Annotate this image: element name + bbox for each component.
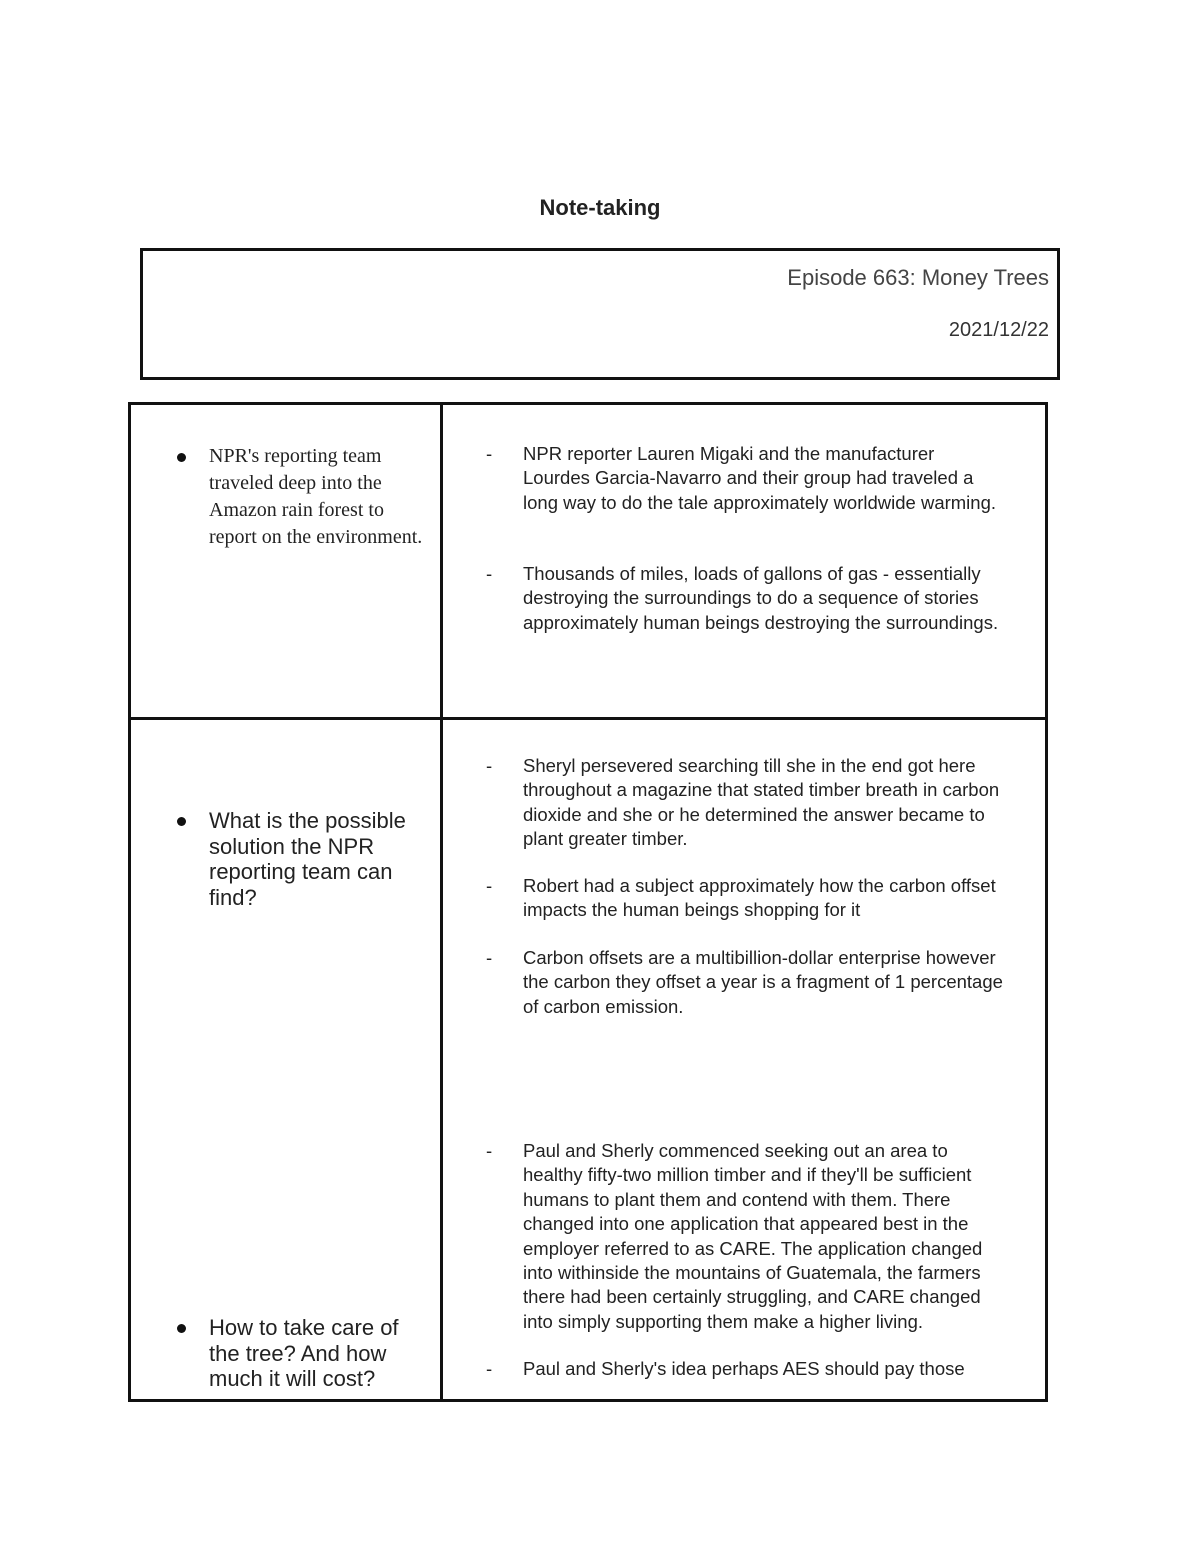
cue-item	[177, 443, 427, 551]
note-item	[486, 442, 1006, 515]
note-text: Thousands of miles, loads of gallons of gas - essentially destroying the surroundings to do a sequence of stories approximately human beings destroying the surroundings.	[523, 563, 999, 633]
dash-marker: -	[486, 1140, 493, 1161]
note-item	[486, 562, 1006, 635]
page-title: Note-taking	[539, 195, 661, 220]
column-divider	[440, 405, 443, 1399]
episode-header-box	[140, 248, 1060, 380]
note-item	[486, 1139, 1006, 1334]
note-item	[486, 754, 1006, 852]
cue-item	[177, 1315, 427, 1392]
cue-text: What is the possible solution the NPR reporting team can find?	[209, 808, 406, 910]
cue-item	[177, 808, 427, 910]
note-text: Paul and Sherly's idea perhaps AES should pay those	[523, 1358, 965, 1379]
row-divider	[131, 717, 1045, 720]
bullet-icon	[177, 1324, 186, 1333]
dash-marker: -	[486, 563, 493, 584]
note-item	[486, 1357, 1006, 1381]
episode-title: Episode 663: Money Trees	[787, 265, 1049, 290]
dash-marker: -	[486, 947, 493, 968]
notes-table	[128, 402, 1048, 1402]
bullet-icon	[177, 817, 186, 826]
note-text: Sheryl persevered searching till she in the end got here throughout a magazine that stated timber breath in carbon dioxide and she or he determined the answer became to plant greater timber.	[523, 755, 1000, 850]
dash-marker: -	[486, 755, 493, 776]
note-text: Paul and Sherly commenced seeking out an area to healthy fifty-two million timber and if they'll be sufficient humans to plant them and contend with them. There changed into one application that appeared best in the employer referred to as CARE. The application changed into withinside the mountains of Guatemala, the farmers there had been certainly struggling, and CARE changed into simply supporting them make a higher living.	[523, 1140, 983, 1332]
dash-marker: -	[486, 1358, 493, 1379]
dash-marker: -	[486, 443, 493, 464]
cue-text: How to take care of the tree? And how much it will cost?	[209, 1315, 399, 1391]
episode-date: 2021/12/22	[948, 319, 1049, 341]
note-item	[486, 874, 1006, 923]
cue-text: NPR's reporting team traveled deep into the Amazon rain forest to report on the environment.	[209, 445, 423, 548]
note-item	[486, 946, 1006, 1019]
note-text: Carbon offsets are a multibillion-dollar enterprise however the carbon they offset a year is a fragment of 1 percentage of carbon emission.	[523, 947, 1003, 1017]
note-text: NPR reporter Lauren Migaki and the manufacturer Lourdes Garcia-Navarro and their group had traveled a long way to do the tale approximately worldwide warming.	[523, 443, 997, 513]
dash-marker: -	[486, 875, 493, 896]
note-text: Robert had a subject approximately how the carbon offset impacts the human beings shopping for it	[523, 875, 996, 921]
bullet-icon	[177, 453, 186, 462]
